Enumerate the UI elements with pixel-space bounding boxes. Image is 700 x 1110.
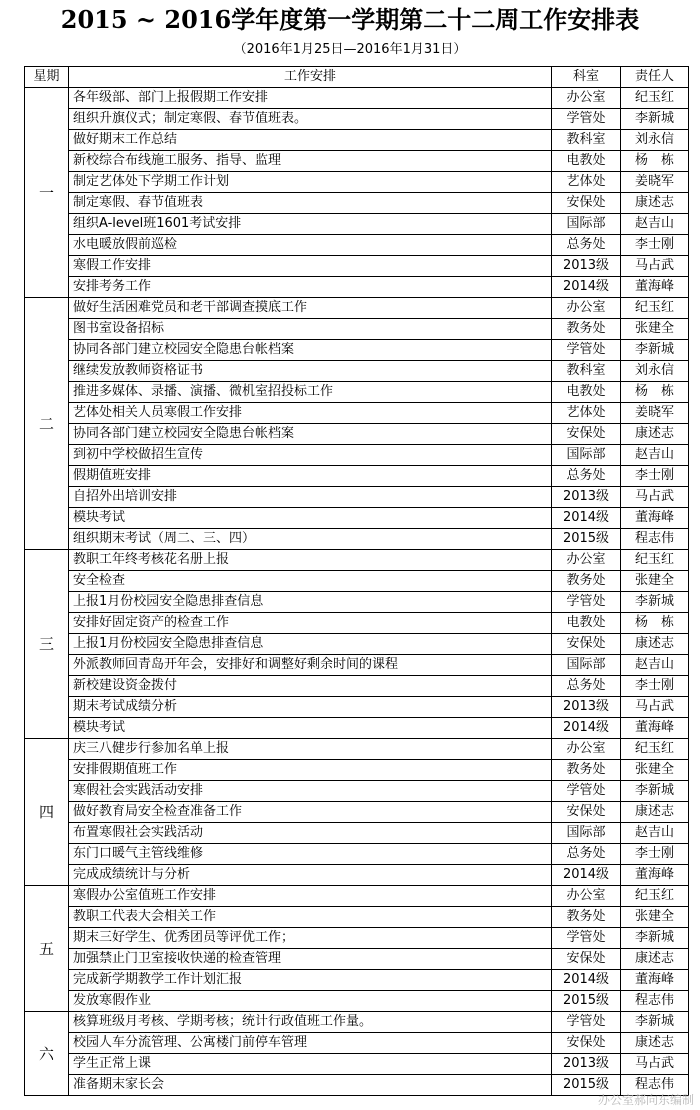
task-cell: 新校综合布线施工服务、指导、监理 [69, 151, 552, 172]
dept-cell: 电教处 [552, 382, 621, 403]
dept-cell: 2015级 [552, 529, 621, 550]
person-cell: 纪玉红 [621, 298, 689, 319]
dept-cell: 教科室 [552, 130, 621, 151]
person-cell: 李士刚 [621, 235, 689, 256]
dept-cell: 教科室 [552, 361, 621, 382]
table-row [25, 907, 689, 928]
dept-cell: 总务处 [552, 466, 621, 487]
person-cell: 李新城 [621, 1012, 689, 1033]
dept-cell: 安保处 [552, 1033, 621, 1054]
task-cell: 到初中学校做招生宣传 [69, 445, 552, 466]
table-row [25, 130, 689, 151]
page-title: 2015 ~ 2016学年度第一学期第二十二周工作安排表 [60, 5, 640, 34]
dept-cell: 电教处 [552, 151, 621, 172]
dept-cell: 学管处 [552, 928, 621, 949]
table-row [25, 214, 689, 235]
table-row [25, 361, 689, 382]
person-cell: 赵吉山 [621, 655, 689, 676]
task-cell: 寒假办公室值班工作安排 [69, 886, 552, 907]
person-cell: 程志伟 [621, 1075, 689, 1096]
person-cell: 康述志 [621, 634, 689, 655]
task-cell: 上报1月份校园安全隐患排查信息 [69, 592, 552, 613]
task-cell: 各年级部、部门上报假期工作安排 [69, 88, 552, 109]
task-cell: 布置寒假社会实践活动 [69, 823, 552, 844]
table-row [25, 802, 689, 823]
person-cell: 康述志 [621, 949, 689, 970]
dept-cell: 总务处 [552, 676, 621, 697]
dept-cell: 办公室 [552, 550, 621, 571]
person-cell: 董海峰 [621, 277, 689, 298]
person-cell: 李新城 [621, 781, 689, 802]
task-cell: 学生正常上课 [69, 1054, 552, 1075]
dept-cell: 安保处 [552, 193, 621, 214]
day-cell: 四 [25, 739, 69, 886]
table-row [25, 277, 689, 298]
person-cell: 董海峰 [621, 508, 689, 529]
table-row [25, 151, 689, 172]
dept-cell: 国际部 [552, 445, 621, 466]
person-cell: 康述志 [621, 424, 689, 445]
dept-cell: 2013级 [552, 697, 621, 718]
task-cell: 推进多媒体、录播、演播、微机室招投标工作 [69, 382, 552, 403]
task-cell: 完成新学期教学工作计划汇报 [69, 970, 552, 991]
dept-cell: 教务处 [552, 571, 621, 592]
dept-cell: 2014级 [552, 865, 621, 886]
table-row [25, 382, 689, 403]
task-cell: 教职工代表大会相关工作 [69, 907, 552, 928]
dept-cell: 国际部 [552, 823, 621, 844]
dept-cell: 总务处 [552, 844, 621, 865]
person-cell: 董海峰 [621, 865, 689, 886]
table-row [25, 172, 689, 193]
task-cell: 寒假社会实践活动安排 [69, 781, 552, 802]
dept-cell: 学管处 [552, 592, 621, 613]
day-cell: 六 [25, 1012, 69, 1096]
header-person: 责任人 [621, 67, 689, 88]
task-cell: 外派教师回青岛开年会，安排好和调整好剩余时间的课程 [69, 655, 552, 676]
dept-cell: 教务处 [552, 760, 621, 781]
dept-cell: 2014级 [552, 508, 621, 529]
person-cell: 张建全 [621, 571, 689, 592]
dept-cell: 总务处 [552, 235, 621, 256]
dept-cell: 安保处 [552, 949, 621, 970]
task-cell: 安排考务工作 [69, 277, 552, 298]
dept-cell: 学管处 [552, 340, 621, 361]
person-cell: 董海峰 [621, 970, 689, 991]
dept-cell: 安保处 [552, 634, 621, 655]
person-cell: 赵吉山 [621, 823, 689, 844]
person-cell: 纪玉红 [621, 739, 689, 760]
dept-cell: 2015级 [552, 991, 621, 1012]
dept-cell: 2013级 [552, 256, 621, 277]
date-range: （2016年1月25日—2016年1月31日） [233, 42, 467, 57]
task-cell: 做好生活困难党员和老干部调查摸底工作 [69, 298, 552, 319]
dept-cell: 2015级 [552, 1075, 621, 1096]
dept-cell: 2014级 [552, 970, 621, 991]
table-row [25, 1054, 689, 1075]
person-cell: 刘永信 [621, 361, 689, 382]
table-row [25, 487, 689, 508]
task-cell: 制定艺体处下学期工作计划 [69, 172, 552, 193]
person-cell: 李新城 [621, 928, 689, 949]
day-cell: 一 [25, 88, 69, 298]
table-row [25, 235, 689, 256]
dept-cell: 安保处 [552, 802, 621, 823]
person-cell: 杨 栋 [621, 382, 689, 403]
dept-cell: 安保处 [552, 424, 621, 445]
person-cell: 程志伟 [621, 991, 689, 1012]
task-cell: 教职工年终考核花名册上报 [69, 550, 552, 571]
person-cell: 赵吉山 [621, 445, 689, 466]
dept-cell: 教务处 [552, 907, 621, 928]
task-cell: 校园人车分流管理、公寓楼门前停车管理 [69, 1033, 552, 1054]
task-cell: 期末考试成绩分析 [69, 697, 552, 718]
schedule-body [25, 88, 689, 1096]
table-row [25, 718, 689, 739]
person-cell: 董海峰 [621, 718, 689, 739]
dept-cell: 电教处 [552, 613, 621, 634]
dept-cell: 艺体处 [552, 172, 621, 193]
table-row [25, 571, 689, 592]
table-row [25, 634, 689, 655]
table-row [25, 88, 689, 109]
task-cell: 组织升旗仪式；制定寒假、春节值班表。 [69, 109, 552, 130]
person-cell: 马占武 [621, 1054, 689, 1075]
dept-cell: 2014级 [552, 718, 621, 739]
person-cell: 张建全 [621, 760, 689, 781]
table-row [25, 613, 689, 634]
header-day: 星期 [25, 67, 69, 88]
day-cell: 三 [25, 550, 69, 739]
person-cell: 纪玉红 [621, 886, 689, 907]
table-row [25, 424, 689, 445]
task-cell: 假期值班安排 [69, 466, 552, 487]
person-cell: 马占武 [621, 697, 689, 718]
person-cell: 刘永信 [621, 130, 689, 151]
person-cell: 康述志 [621, 802, 689, 823]
person-cell: 纪玉红 [621, 550, 689, 571]
table-row [25, 760, 689, 781]
person-cell: 李新城 [621, 340, 689, 361]
table-row [25, 865, 689, 886]
table-row [25, 403, 689, 424]
task-cell: 新校建设资金拨付 [69, 676, 552, 697]
dept-cell: 学管处 [552, 781, 621, 802]
person-cell: 李士刚 [621, 466, 689, 487]
table-row [25, 298, 689, 319]
dept-cell: 学管处 [552, 109, 621, 130]
dept-cell: 2013级 [552, 487, 621, 508]
person-cell: 李士刚 [621, 844, 689, 865]
task-cell: 安排好固定资产的检查工作 [69, 613, 552, 634]
person-cell: 李士刚 [621, 676, 689, 697]
dept-cell: 学管处 [552, 1012, 621, 1033]
table-row [25, 1012, 689, 1033]
table-row [25, 466, 689, 487]
table-row [25, 928, 689, 949]
table-row [25, 739, 689, 760]
person-cell: 赵吉山 [621, 214, 689, 235]
watermark: 办公室郝向东编制 [597, 1093, 694, 1107]
schedule-table [24, 66, 689, 1096]
task-cell: 寒假工作安排 [69, 256, 552, 277]
person-cell: 纪玉红 [621, 88, 689, 109]
dept-cell: 2014级 [552, 277, 621, 298]
dept-cell: 2013级 [552, 1054, 621, 1075]
table-row [25, 655, 689, 676]
table-row [25, 886, 689, 907]
person-cell: 姜晓军 [621, 403, 689, 424]
task-cell: 安全检查 [69, 571, 552, 592]
table-row [25, 949, 689, 970]
table-row [25, 529, 689, 550]
table-row [25, 970, 689, 991]
task-cell: 制定寒假、春节值班表 [69, 193, 552, 214]
task-cell: 组织期末考试（周二、三、四） [69, 529, 552, 550]
task-cell: 艺体处相关人员寒假工作安排 [69, 403, 552, 424]
table-row [25, 781, 689, 802]
person-cell: 康述志 [621, 1033, 689, 1054]
dept-cell: 教务处 [552, 319, 621, 340]
table-row [25, 676, 689, 697]
person-cell: 李新城 [621, 109, 689, 130]
person-cell: 马占武 [621, 487, 689, 508]
table-row [25, 1075, 689, 1096]
task-cell: 继续发放教师资格证书 [69, 361, 552, 382]
task-cell: 水电暖放假前巡检 [69, 235, 552, 256]
table-row [25, 109, 689, 130]
person-cell: 张建全 [621, 319, 689, 340]
task-cell: 上报1月份校园安全隐患排查信息 [69, 634, 552, 655]
dept-cell: 国际部 [552, 214, 621, 235]
header-task: 工作安排 [69, 67, 552, 88]
person-cell: 张建全 [621, 907, 689, 928]
task-cell: 组织A-level班1601考试安排 [69, 214, 552, 235]
dept-cell: 办公室 [552, 886, 621, 907]
task-cell: 核算班级月考核、学期考核；统计行政值班工作量。 [69, 1012, 552, 1033]
person-cell: 康述志 [621, 193, 689, 214]
task-cell: 准备期末家长会 [69, 1075, 552, 1096]
task-cell: 模块考试 [69, 718, 552, 739]
table-row [25, 550, 689, 571]
task-cell: 发放寒假作业 [69, 991, 552, 1012]
table-row [25, 991, 689, 1012]
person-cell: 程志伟 [621, 529, 689, 550]
header-dept: 科室 [552, 67, 621, 88]
dept-cell: 国际部 [552, 655, 621, 676]
person-cell: 姜晓军 [621, 172, 689, 193]
task-cell: 期末三好学生、优秀团员等评优工作； [69, 928, 552, 949]
task-cell: 协同各部门建立校园安全隐患台帐档案 [69, 424, 552, 445]
person-cell: 马占武 [621, 256, 689, 277]
task-cell: 自招外出培训安排 [69, 487, 552, 508]
dept-cell: 艺体处 [552, 403, 621, 424]
table-row [25, 1033, 689, 1054]
task-cell: 做好期末工作总结 [69, 130, 552, 151]
table-row [25, 823, 689, 844]
day-cell: 五 [25, 886, 69, 1012]
table-row [25, 508, 689, 529]
table-row [25, 445, 689, 466]
table-row [25, 193, 689, 214]
table-row [25, 340, 689, 361]
task-cell: 协同各部门建立校园安全隐患台帐档案 [69, 340, 552, 361]
table-row [25, 319, 689, 340]
person-cell: 杨 栋 [621, 613, 689, 634]
task-cell: 东门口暖气主管线维修 [69, 844, 552, 865]
day-cell: 二 [25, 298, 69, 550]
task-cell: 做好教育局安全检查准备工作 [69, 802, 552, 823]
task-cell: 安排假期值班工作 [69, 760, 552, 781]
table-row [25, 697, 689, 718]
task-cell: 加强禁止门卫室接收快递的检查管理 [69, 949, 552, 970]
table-header-row [25, 67, 689, 88]
person-cell: 李新城 [621, 592, 689, 613]
task-cell: 图书室设备招标 [69, 319, 552, 340]
task-cell: 完成成绩统计与分析 [69, 865, 552, 886]
task-cell: 庆三八健步行参加名单上报 [69, 739, 552, 760]
task-cell: 模块考试 [69, 508, 552, 529]
table-row [25, 844, 689, 865]
dept-cell: 办公室 [552, 88, 621, 109]
person-cell: 杨 栋 [621, 151, 689, 172]
dept-cell: 办公室 [552, 739, 621, 760]
table-row [25, 256, 689, 277]
table-row [25, 592, 689, 613]
dept-cell: 办公室 [552, 298, 621, 319]
